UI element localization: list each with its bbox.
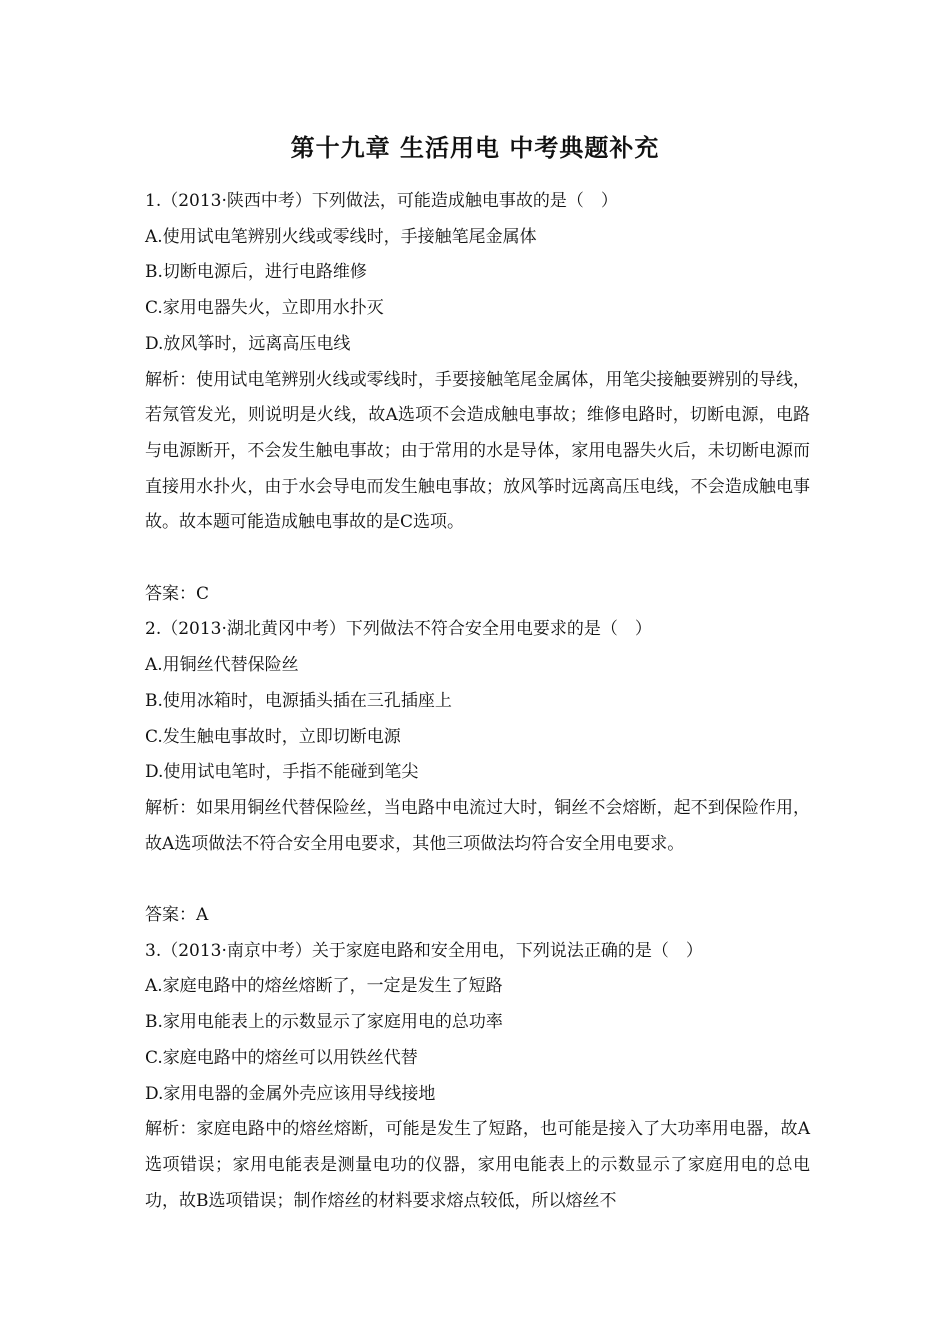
option-d: D.放风筝时，远离高压电线 [145,333,351,354]
option-a: A.用铜丝代替保险丝 [145,655,299,676]
question-stem: 3.（2013·南京中考）关于家庭电路和安全用电，下列说法正确的是（ ） [145,940,703,961]
question-1 [145,184,810,612]
option-d: D.家用电器的金属外壳应该用导线接地 [145,1083,436,1104]
option-d: D.使用试电笔时，手指不能碰到笔尖 [145,762,419,783]
question-3 [145,934,810,1220]
option-c: C.家用电器失火，立即用水扑灭 [145,298,384,319]
analysis-text: 解析：家庭电路中的熔丝熔断，可能是发生了短路，也可能是接入了大功率用电器，故A选项错误；家用电能表是测量电功的仪器，家用电能表上的示数显示了家庭用电的总电功，故B选项错误；制作熔丝的材料要求熔点较低，所以熔丝不 [145,1119,810,1211]
option-a: A.使用试电笔辨别火线或零线时，手接触笔尾金属体 [145,226,537,247]
option-a: A.家庭电路中的熔丝熔断了，一定是发生了短路 [145,976,503,997]
option-b: B.家用电能表上的示数显示了家庭用电的总功率 [145,1012,503,1033]
question-stem: 1.（2013·陕西中考）下列做法，可能造成触电事故的是（ ） [145,191,618,211]
analysis-text: 解析：如果用铜丝代替保险丝，当电路中电流过大时，铜丝不会熔断，起不到保险作用，故A选项做法不符合安全用电要求，其他三项做法均符合安全用电要求。 [145,797,810,854]
option-c: C.发生触电事故时，立即切断电源 [145,726,401,747]
option-b: B.使用冰箱时，电源插头插在三孔插座上 [145,690,452,711]
page-title: 第十九章 生活用电 中考典题补充 [290,134,660,162]
paragraph-gap [145,862,810,898]
analysis-text: 解析：使用试电笔辨别火线或零线时，手要接触笔尾金属体，用笔尖接触要辨别的导线，若氖管发光，则说明是火线，故A选项不会造成触电事故；维修电路时，切断电源，电路与电源断开，不会发生触电事故；由于常用的水是导体，家用电器失火后，未切断电源而直接用水扑火，由于水会导电而发生触电事故；放风筝时远离高压电线，不会造成触电事故。故本题可能造成触电事故的是C选项。 [145,369,810,533]
document-body [145,184,810,1219]
question-stem: 2.（2013·湖北黄冈中考）下列做法不符合安全用电要求的是（ ） [145,619,652,640]
option-b: B.切断电源后，进行电路维修 [145,262,367,283]
answer-text: 答案：A [145,905,209,926]
answer-text: 答案：C [145,583,210,604]
paragraph-gap [145,541,810,577]
question-2 [145,612,810,933]
option-c: C.家庭电路中的熔丝可以用铁丝代替 [145,1047,418,1068]
